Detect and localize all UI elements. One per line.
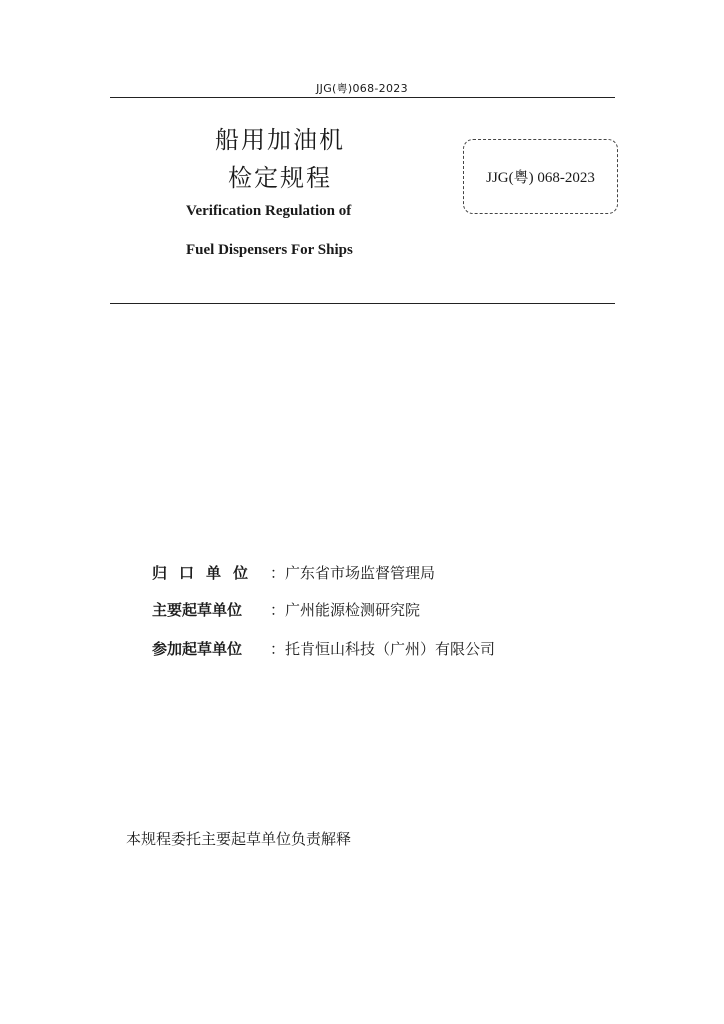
title-en-line2: Fuel Dispensers For Ships: [186, 242, 353, 258]
unit-colon: ：: [270, 564, 286, 582]
unit-colon: ：: [270, 640, 286, 658]
unit-colon: ：: [270, 601, 286, 619]
unit-row-main-drafter: [152, 599, 420, 620]
title-divider: [110, 303, 615, 304]
unit-label-responsible: 归口单位: [152, 564, 261, 582]
unit-value-responsible: 广东省市场监督管理局: [285, 564, 436, 582]
unit-label-participating-drafter: 参加起草单位: [152, 640, 243, 658]
standard-code-box: [463, 139, 618, 214]
header-standard-code: JJG(粤)068-2023: [316, 82, 408, 95]
title-cn-line2: 检定规程: [228, 164, 332, 192]
unit-value-main-drafter: 广州能源检测研究院: [285, 601, 421, 619]
title-cn-line1: 船用加油机: [215, 126, 345, 154]
unit-row-participating-drafter: [152, 638, 495, 659]
interpretation-note: 本规程委托主要起草单位负责解释: [126, 830, 352, 848]
unit-row-responsible: [152, 562, 435, 583]
unit-label-main-drafter: 主要起草单位: [152, 601, 243, 619]
standard-code-text: JJG(粤) 068-2023: [486, 170, 595, 186]
title-en-line1: Verification Regulation of: [186, 203, 352, 219]
unit-value-participating-drafter: 托肯恒山科技（广州）有限公司: [285, 640, 496, 658]
header-divider: [110, 97, 615, 98]
